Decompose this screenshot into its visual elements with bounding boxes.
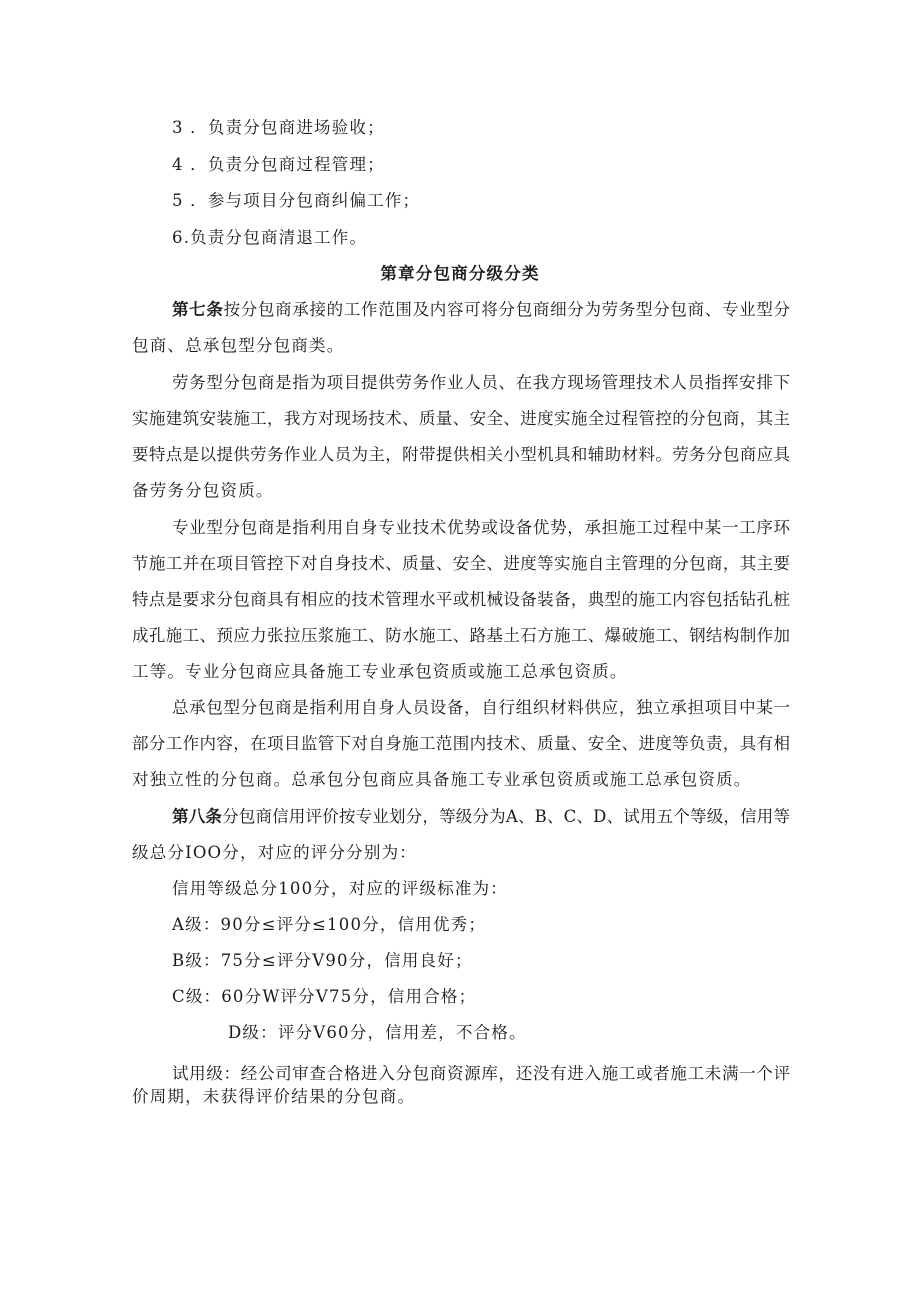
general-line3: 对独立性的分包商。总承包分包商应具备施工专业承包资质或施工总承包资质。 xyxy=(132,770,752,789)
specialty-line2: 节施工并在项目管控下对自身技术、质量、安全、进度等实施自主管理的分包商，其主要 xyxy=(132,554,790,573)
specialty-line1: 专业型分包商是指利用自身专业技术优势或设备优势，承担施工过程中某一工序环 xyxy=(172,518,790,537)
chapter-heading: 第章分包商分级分类 xyxy=(380,264,540,283)
article8-label: 第八条 xyxy=(172,807,223,826)
article8-line2: 级总分IOO分，对应的评分分别为： xyxy=(132,843,417,862)
list-item-4: 4 ．负责分包商过程管理； xyxy=(172,155,385,174)
labor-line1: 劳务型分包商是指为项目提供劳务作业人员、在我方现场管理技术人员指挥安排下 xyxy=(172,373,790,392)
list-item-3: 3 ．负责分包商进场验收； xyxy=(172,118,385,137)
grade-a: A级：90分≤评分≤100分，信用优秀； xyxy=(172,915,487,934)
labor-line2: 实施建筑安装施工，我方对现场技术、质量、安全、进度实施全过程管控的分包商，其主 xyxy=(132,409,790,428)
labor-line3: 要特点是以提供劳务作业人员为主，附带提供相关小型机具和辅助材料。劳务分包商应具 xyxy=(132,445,790,464)
list-item-5: 5 ．参与项目分包商纠偏工作； xyxy=(172,191,421,210)
grade-d: D级：评分V60分，信用差，不合格。 xyxy=(228,1023,527,1042)
specialty-line4: 成孔施工、预应力张拉压浆施工、防水施工、路基土石方施工、爆破施工、钢结构制作加 xyxy=(132,626,790,645)
trial-line2: 价周期，未获得评价结果的分包商。 xyxy=(132,1087,416,1106)
general-line2: 部分工作内容，在项目监管下对自身施工范围内技术、质量、安全、进度等负责，具有相 xyxy=(132,734,790,753)
article8-text: 分包商信用评价按专业划分，等级分为A、B、C、D、试用五个等级，信用等 xyxy=(222,807,790,826)
grade-b: B级：75分≤评分V90分，信用良好； xyxy=(172,951,473,970)
list-item-6: 6.负责分包商清退工作。 xyxy=(172,228,368,247)
trial-line1: 试用级：经公司审查合格进入分包商资源库，还没有进入施工或者施工未满一个评 xyxy=(172,1064,790,1083)
article8-line1 xyxy=(172,807,790,827)
specialty-line3: 特点是要求分包商具有相应的技术管理水平或机械设备装备，典型的施工内容包括钻孔桩 xyxy=(132,590,790,609)
article7-text: 按分包商承接的工作范围及内容可将分包商细分为劳务型分包商、专业型分 xyxy=(223,300,791,319)
grade-c: C级：60分W评分V75分，信用合格； xyxy=(172,987,477,1006)
general-line1: 总承包型分包商是指利用自身人员设备，自行组织材料供应，独立承担项目中某一 xyxy=(172,698,790,717)
article7-line2: 包商、总承包型分包商类。 xyxy=(132,336,345,355)
grades-intro: 信用等级总分100分，对应的评级标准为： xyxy=(172,879,508,898)
specialty-line5: 工等。专业分包商应具备施工专业承包资质或施工总承包资质。 xyxy=(132,662,628,681)
article7-label: 第七条 xyxy=(172,300,224,319)
article7-line1 xyxy=(172,300,790,320)
labor-line4: 备劳务分包资质。 xyxy=(132,481,274,500)
